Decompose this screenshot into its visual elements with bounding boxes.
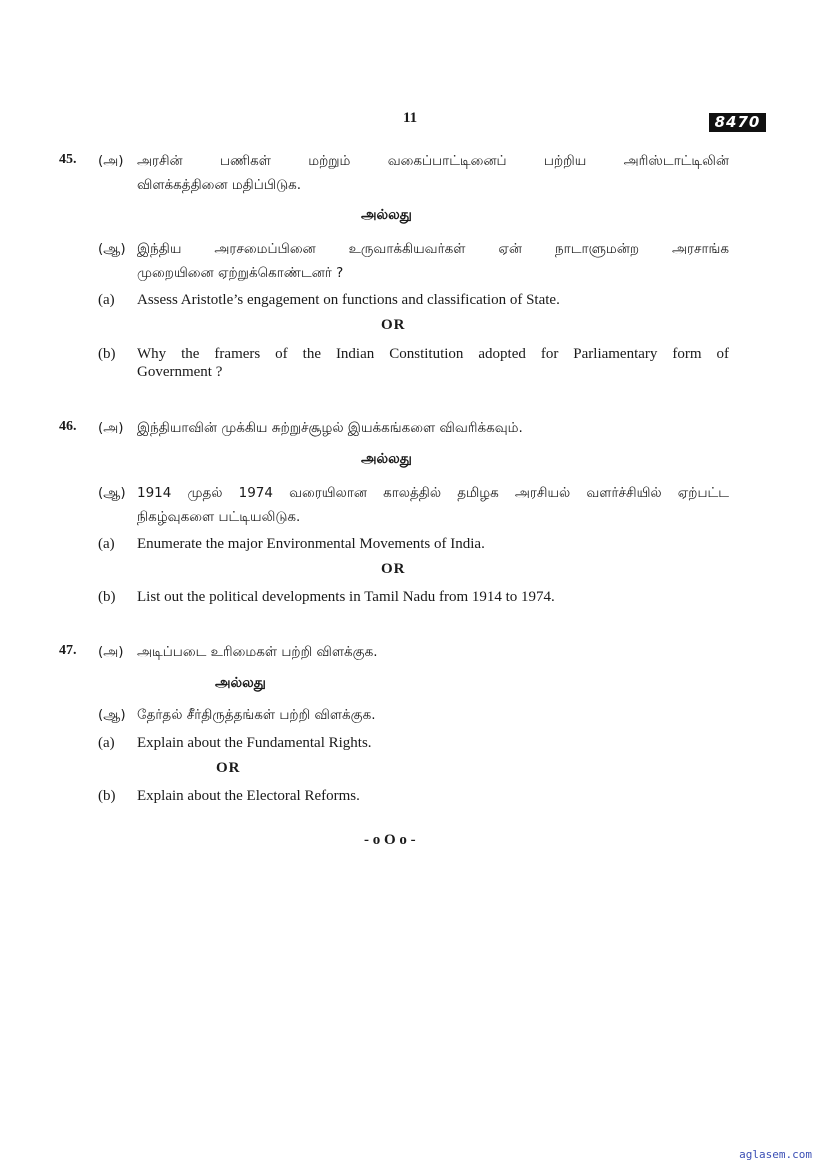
eng-a-label: (a)	[98, 536, 115, 552]
tamil-a-line2: விளக்கத்தினை மதிப்பிடுக.	[137, 177, 302, 193]
tamil-or: அல்லது	[215, 675, 266, 691]
tamil-a-label: (அ)	[98, 420, 124, 436]
tamil-b-line2: முறையினை ஏற்றுக்கொண்டனர் ?	[137, 265, 344, 281]
eng-or: OR	[381, 561, 406, 577]
tamil-a-line1: அடிப்படை உரிமைகள் பற்றி விளக்குக.	[137, 644, 378, 660]
eng-b-line1: List out the political developments in Tamil Nadu from 1914 to 1974.	[137, 589, 555, 605]
question-number: 46.	[59, 419, 77, 434]
eng-b-label: (b)	[98, 589, 116, 605]
tamil-a-label: (அ)	[98, 153, 124, 169]
eng-or: OR	[216, 760, 241, 776]
tamil-b-line1: இந்திய அரசமைப்பினை உருவாக்கியவர்கள் ஏன் நாடாளுமன்ற அரசாங்க	[137, 241, 729, 257]
tamil-a-line1: இந்தியாவின் முக்கிய சுற்றுச்சூழல் இயக்கங்களை விவரிக்கவும்.	[137, 420, 523, 436]
question-number: 45.	[59, 152, 77, 167]
tamil-b-label: (ஆ)	[98, 485, 126, 501]
eng-a-label: (a)	[98, 292, 115, 308]
tamil-b-line1: தேர்தல் சீர்திருத்தங்கள் பற்றி விளக்குக.	[137, 707, 376, 723]
eng-a-text: Enumerate the major Environmental Movements of India.	[137, 536, 485, 552]
eng-or: OR	[381, 317, 406, 333]
tamil-a-line1: அரசின் பணிகள் மற்றும் வகைப்பாட்டினைப் பற்றிய அரிஸ்டாட்டிலின்	[137, 153, 729, 169]
eng-b-line2: Government ?	[137, 364, 223, 380]
tamil-or: அல்லது	[361, 207, 412, 223]
eng-b-label: (b)	[98, 788, 116, 804]
tamil-or: அல்லது	[361, 451, 412, 467]
eng-a-text: Assess Aristotle’s engagement on functions and classification of State.	[137, 292, 560, 308]
end-mark: - o O o -	[364, 832, 416, 848]
tamil-b-line2: நிகழ்வுகளை பட்டியலிடுக.	[137, 509, 301, 525]
paper-code-badge: 8470	[709, 113, 766, 132]
watermark-link[interactable]: aglasem.com	[739, 1148, 812, 1161]
tamil-b-label: (ஆ)	[98, 241, 126, 257]
tamil-b-label: (ஆ)	[98, 707, 126, 723]
tamil-b-line1: 1914 முதல் 1974 வரையிலான காலத்தில் தமிழக அரசியல் வளர்ச்சியில் ஏற்பட்ட	[137, 485, 729, 501]
page-number: 11	[403, 110, 418, 126]
eng-b-line1: Why the framers of the Indian Constitution adopted for Parliamentary form of	[137, 346, 729, 362]
eng-b-line1: Explain about the Electoral Reforms.	[137, 788, 360, 804]
eng-b-label: (b)	[98, 346, 116, 362]
question-number: 47.	[59, 643, 77, 658]
eng-a-label: (a)	[98, 735, 115, 751]
tamil-a-label: (அ)	[98, 644, 124, 660]
eng-a-text: Explain about the Fundamental Rights.	[137, 735, 372, 751]
